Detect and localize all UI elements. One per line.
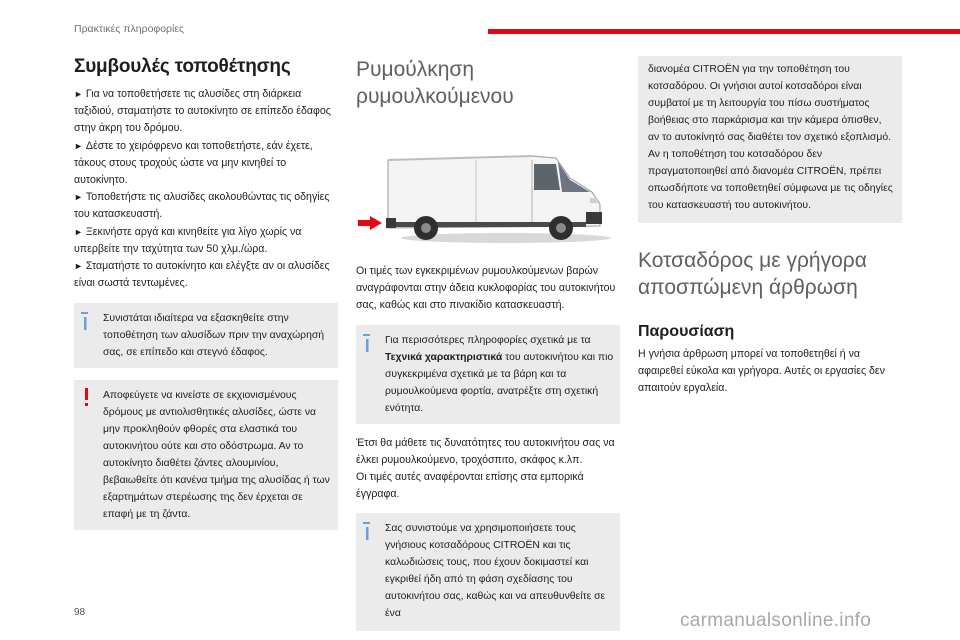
header-accent-bar xyxy=(488,29,960,34)
column-towbar xyxy=(638,56,902,398)
info-icon xyxy=(362,333,376,353)
towing-weights-paragraph: Οι τιμές των εγκεκριμένων ρυμουλκούμενων βαρών αναγράφονται στην άδεια κυκλοφορίας του αυτοκινήτου σας, καθώς και στο πινακίδιο κατασκευαστή. xyxy=(356,265,616,312)
info-text: Συνιστάται ιδιαίτερα να εξασκηθείτε στην τοποθέτηση των αλυσίδων πριν την αναχώρησή σας, σε επίπεδο και στεγνό έδαφος. xyxy=(103,313,325,359)
arrow-icon: ► xyxy=(74,89,83,99)
section-title-towbar: Κοτσαδόρος με γρήγορα αποσπώμενη άρθρωση xyxy=(638,249,867,299)
subsection-title-presentation: Παρουσίαση xyxy=(638,323,735,340)
section-header: Πρακτικές πληροφορίες xyxy=(74,23,185,35)
column-mounting-tips xyxy=(74,56,338,530)
bullet-item: ► Για να τοποθετήσετε τις αλυσίδες στη διάρκεια ταξιδιού, σταματήστε το αυτοκίνητο σε επίπεδο έδαφος στην άκρη του δρόμου. xyxy=(74,88,331,135)
bullet-item: ► Ξεκινήστε αργά και κινηθείτε για λίγο χωρίς να υπερβείτε την ταχύτητα των 50 χλμ./ώρα. xyxy=(74,225,302,255)
column-towing xyxy=(356,56,620,631)
warning-text: Αποφεύγετε να κινείστε σε εκχιονισμένους δρόμους με αντιολισθητικές αλυσίδες, ώστε να μην προκληθούν φθορές στα ελαστικά του αυτοκινήτου ούτε και στο οδόστρωμα. Αν το αυτοκίνητο διαθέτει ζάντες αλουμινίου, βεβαιωθείτε ότι κανένα τμήμα της αλυσίδας ή των εξαρτημάτων στερέωσης της δεν έρχεται σε επαφή με τη ζάντα. xyxy=(103,390,330,521)
watermark: carmanualsonline.info xyxy=(680,610,872,631)
bullet-item: ► Τοποθετήστε τις αλυσίδες ακολουθώντας τις οδηγίες του κατασκευαστή. xyxy=(74,191,330,221)
info-text: διανομέα CITROËN για την τοποθέτηση του κοτσαδόρου. Οι γνήσιοι αυτοί κοτσαδόροι είναι συμβατοί με τη λειτουργία του πίσω συστήματος βοήθειας στο παρκάρισμα και την κάμερα όπισθεν, αν το αυτοκίνητό σας διαθέτει τον σχετικό εξοπλισμό. Αν η τοποθέτηση του κοτσαδόρου δεν πραγματοποιηθεί από διανομέα CITROËN, πρέπει οπωσδήποτε να τοποθετηθεί σύμφωνα με τις οδηγίες του κατασκευαστή του αυτοκινήτου. xyxy=(648,64,893,211)
page-number: 98 xyxy=(74,607,86,618)
presentation-paragraph: Η γνήσια άρθρωση μπορεί να τοποθετηθεί ή να αφαιρεθεί εύκολα και γρήγορα. Αυτές οι εργασίες δεν απαιτούν εργαλεία. xyxy=(638,348,885,395)
info-icon xyxy=(80,311,94,331)
section-title-mounting-tips: Συμβουλές τοποθέτησης xyxy=(74,56,291,77)
towing-capability-paragraph: Έτσι θα μάθετε τις δυνατότητες του αυτοκινήτου σας να έλκει ρυμουλκούμενο, τροχόσπιτο, σκάφος κ.λπ. xyxy=(356,436,615,466)
arrow-icon: ► xyxy=(74,261,83,272)
technical-characteristics-link: Τεχνικά χαρακτηριστικά xyxy=(385,351,503,363)
section-title-towing: Ρυμούλκηση ρυμουλκούμενου xyxy=(356,58,514,108)
warning-box xyxy=(74,380,338,530)
info-text: Για περισσότερες πληροφορίες σχετικά με τα Τεχνικά χαρακτηριστικά του αυτοκινήτου και πιο συγκεκριμένα σχετικά με τα βάρη και τα ρυμουλκούμενα φορτία, ανατρέξτε στη σχετική ενότητα. xyxy=(385,334,614,414)
info-icon xyxy=(362,521,376,541)
info-text: Σας συνιστούμε να χρησιμοποιήσετε τους γνήσιους κοτσαδόρους CITROËN και τις καλωδιώσεις τους, που έχουν δοκιμαστεί και εγκριθεί ήδη από τη φάση σχεδίασης του αυτοκινήτου σας, καθώς και να απευθυνθείτε σε ένα xyxy=(385,523,606,620)
arrow-icon: ► xyxy=(74,140,83,151)
bullet-item: ► Δέστε το χειρόφρενο και τοποθετήστε, εάν έχετε, τάκους στους τροχούς ώστε να μην κινηθεί το αυτοκίνητο. xyxy=(74,139,313,187)
commercial-docs-paragraph: Οι τιμές αυτές αναφέρονται επίσης στα εμπορικά έγγραφα. xyxy=(356,471,584,501)
arrow-icon: ► xyxy=(74,192,83,203)
info-box xyxy=(356,513,620,631)
van-illustration xyxy=(356,134,620,246)
bullet-item: ► Σταματήστε το αυτοκίνητο και ελέγξτε αν οι αλυσίδες είναι σωστά τεντωμένες. xyxy=(74,260,330,290)
info-box xyxy=(356,325,620,424)
info-box xyxy=(74,303,338,368)
arrow-icon: ► xyxy=(74,226,83,237)
warning-icon xyxy=(80,388,94,408)
info-box-continued xyxy=(638,56,902,223)
